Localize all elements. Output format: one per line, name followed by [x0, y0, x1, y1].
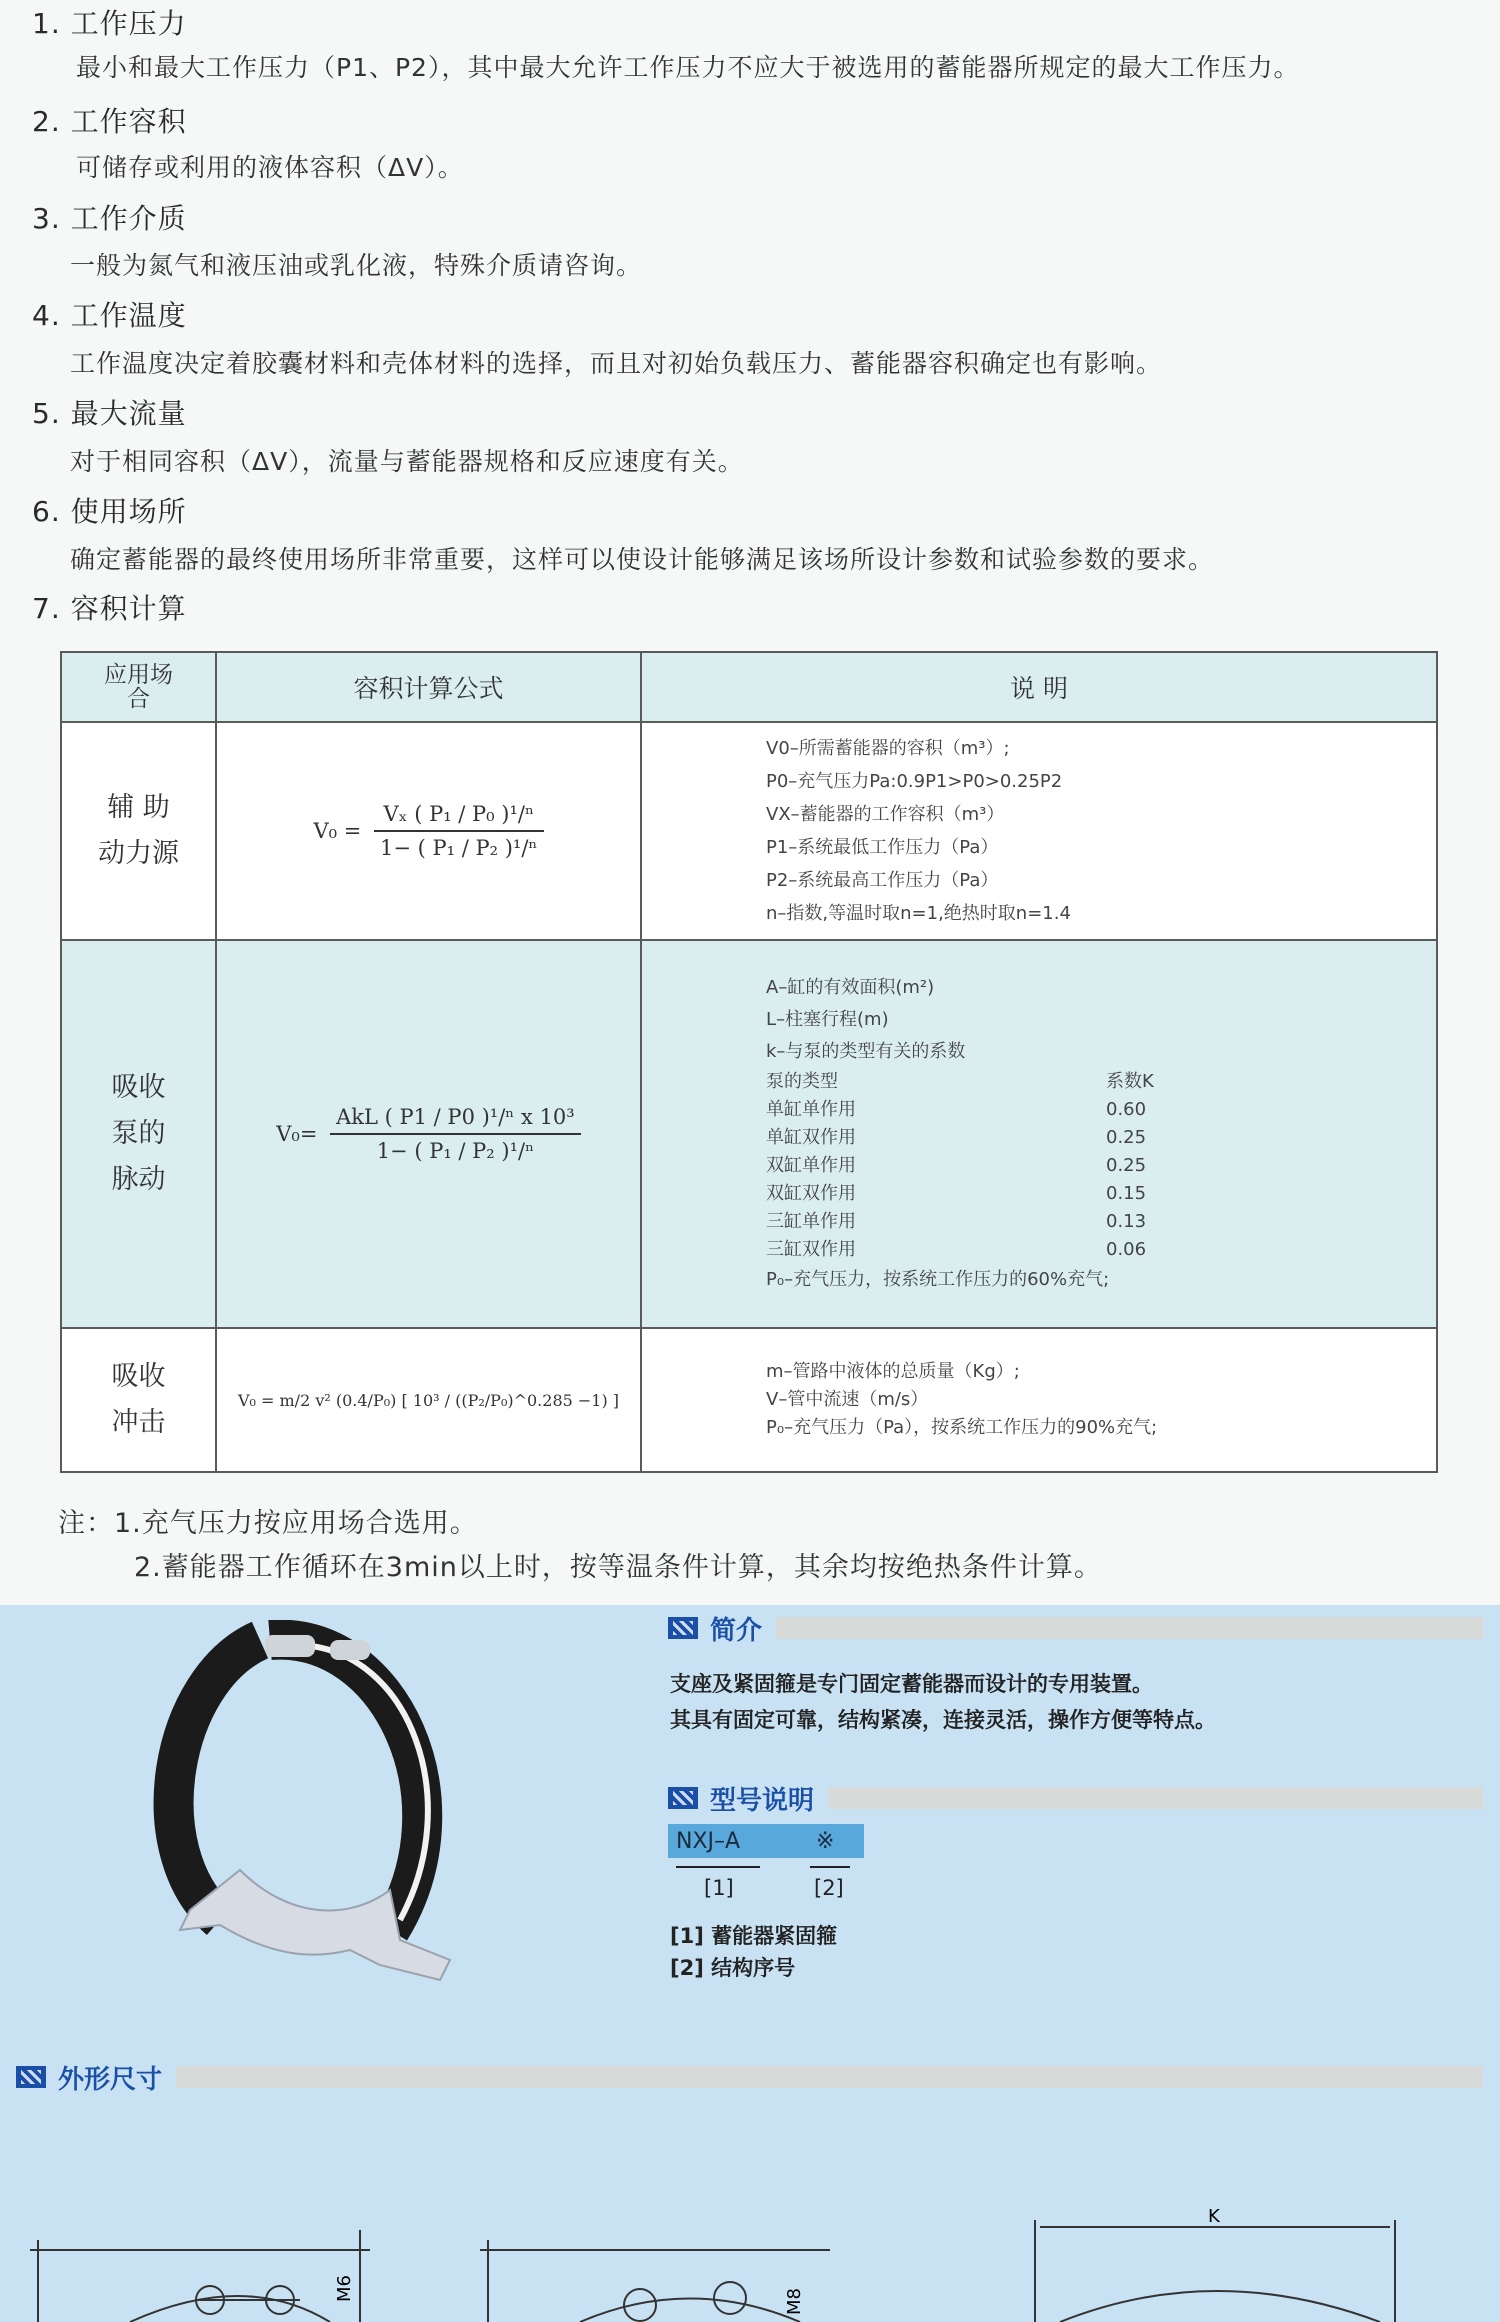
header-notes: 说 明	[641, 652, 1437, 722]
intro-header: 简介	[668, 1616, 1483, 1640]
pump-coefficient-list: 泵的类型 系数K 单缸单作用 0.60 单缸双作用 0.25 双缸单作用 0.25 双缸双作用 0.15 三缸单作用 0.13 三缸双作用 0.06	[766, 1071, 1154, 1260]
table-row	[61, 940, 1437, 1328]
application-cell: 辅 助 动力源	[61, 722, 216, 940]
item-desc-5: 对于相同容积（ΔV），流量与蓄能器规格和反应速度有关。	[70, 447, 744, 476]
item-title-3: 3. 工作介质	[32, 202, 187, 235]
header-application: 应用场合	[61, 652, 216, 722]
section-icon	[668, 1617, 698, 1639]
table-row	[61, 722, 1437, 940]
header-formula: 容积计算公式	[216, 652, 641, 722]
table-row	[61, 1328, 1437, 1472]
dimensions-header: 外形尺寸	[16, 2065, 1483, 2089]
model-desc-2: [2] 结构序号	[670, 1956, 796, 1980]
item-desc-1: 最小和最大工作压力（P1、P2），其中最大允许工作压力不应大于被选用的蓄能器所规定的最大工作压力。	[76, 53, 1300, 82]
dim-label-k: K	[1208, 2206, 1220, 2227]
item-title-7: 7. 容积计算	[32, 592, 187, 625]
item-desc-2: 可储存或利用的液体容积（ΔV）。	[76, 153, 464, 182]
item-title-1: 1. 工作压力	[32, 7, 187, 40]
dimension-drawings	[0, 2180, 1500, 2322]
section-icon	[16, 2066, 46, 2088]
intro-line-2: 其具有固定可靠，结构紧凑，连接灵活，操作方便等特点。	[670, 1708, 1216, 1732]
section-icon	[668, 1787, 698, 1809]
notes-cell: V0–所需蓄能器的容积（m³）; P0–充气压力Pa:0.9P1>P0>0.25P2 VX–蓄能器的工作容积（m³） P1–系统最低工作压力（Pa） P2–系统最高工作压力（Pa） n–指数,等温时取n=1,绝热时取n=1.4	[641, 722, 1437, 940]
item-title-4: 4. 工作温度	[32, 299, 187, 332]
intro-line-1: 支座及紧固箍是专门固定蓄能器而设计的专用装置。	[670, 1672, 1153, 1696]
clamp-image	[150, 1620, 480, 1990]
item-desc-4: 工作温度决定着胶囊材料和壳体材料的选择，而且对初始负载压力、蓄能器容积确定也有影响。	[70, 349, 1163, 378]
volume-table	[60, 651, 1438, 1473]
formula-cell: V₀ = $\frac{\text{Vₓ ( P₁ / P₀ )¹/ⁿ}}{\text{1− ( P₁ / P₂ )¹/ⁿ}}$	[216, 722, 641, 940]
model-code-box: NXJ–A ※	[668, 1824, 864, 1858]
item-title-6: 6. 使用场所	[32, 495, 187, 528]
item-desc-6: 确定蓄能器的最终使用场所非常重要，这样可以使设计能够满足该场所设计参数和试验参数的要求。	[70, 545, 1215, 574]
item-title-2: 2. 工作容积	[32, 105, 187, 138]
application-cell: 吸收 泵的 脉动	[61, 940, 216, 1328]
model-index-2: [2]	[814, 1876, 844, 1900]
item-title-5: 5. 最大流量	[32, 397, 187, 430]
note-2: 2.蓄能器工作循环在3min以上时，按等温条件计算，其余均按绝热条件计算。	[134, 1552, 1102, 1583]
notes-cell: m–管路中液体的总质量（Kg）; V–管中流速（m/s） P₀–充气压力（Pa），按系统工作压力的90%充气;	[641, 1328, 1437, 1472]
notes-cell: A–缸的有效面积(m²) L–柱塞行程(m) k–与泵的类型有关的系数 泵的类型 系数K 单缸单作用 0.60 单缸双作用 0.25 双缸单作用 0.25 双缸双作用 0.15 三缸单作用 0.13 三缸双作用 0.06 P₀–充气压力，按系统工作压力的60%充气;	[641, 940, 1437, 1328]
formula-cell: V₀ = m/2 v² (0.4/P₀) [ 10³ / ((P₂/P₀)^0.285 −1) ]	[216, 1328, 641, 1472]
dim-label-m8: M8	[784, 2288, 805, 2315]
item-desc-3: 一般为氮气和液压油或乳化液，特殊介质请咨询。	[70, 251, 643, 280]
note-1: 注：1.充气压力按应用场合选用。	[58, 1508, 478, 1539]
model-index-1: [1]	[704, 1876, 734, 1900]
application-cell: 吸收 冲击	[61, 1328, 216, 1472]
dim-label-m6: M6	[334, 2275, 355, 2302]
model-header: 型号说明	[668, 1786, 1483, 1810]
model-desc-1: [1] 蓄能器紧固箍	[670, 1924, 838, 1948]
formula-cell: V₀= $\frac{\text{AkL ( P1 / P0 )¹/ⁿ x 10³}}{\text{1− ( P₁ / P₂ )¹/ⁿ}}$	[216, 940, 641, 1328]
